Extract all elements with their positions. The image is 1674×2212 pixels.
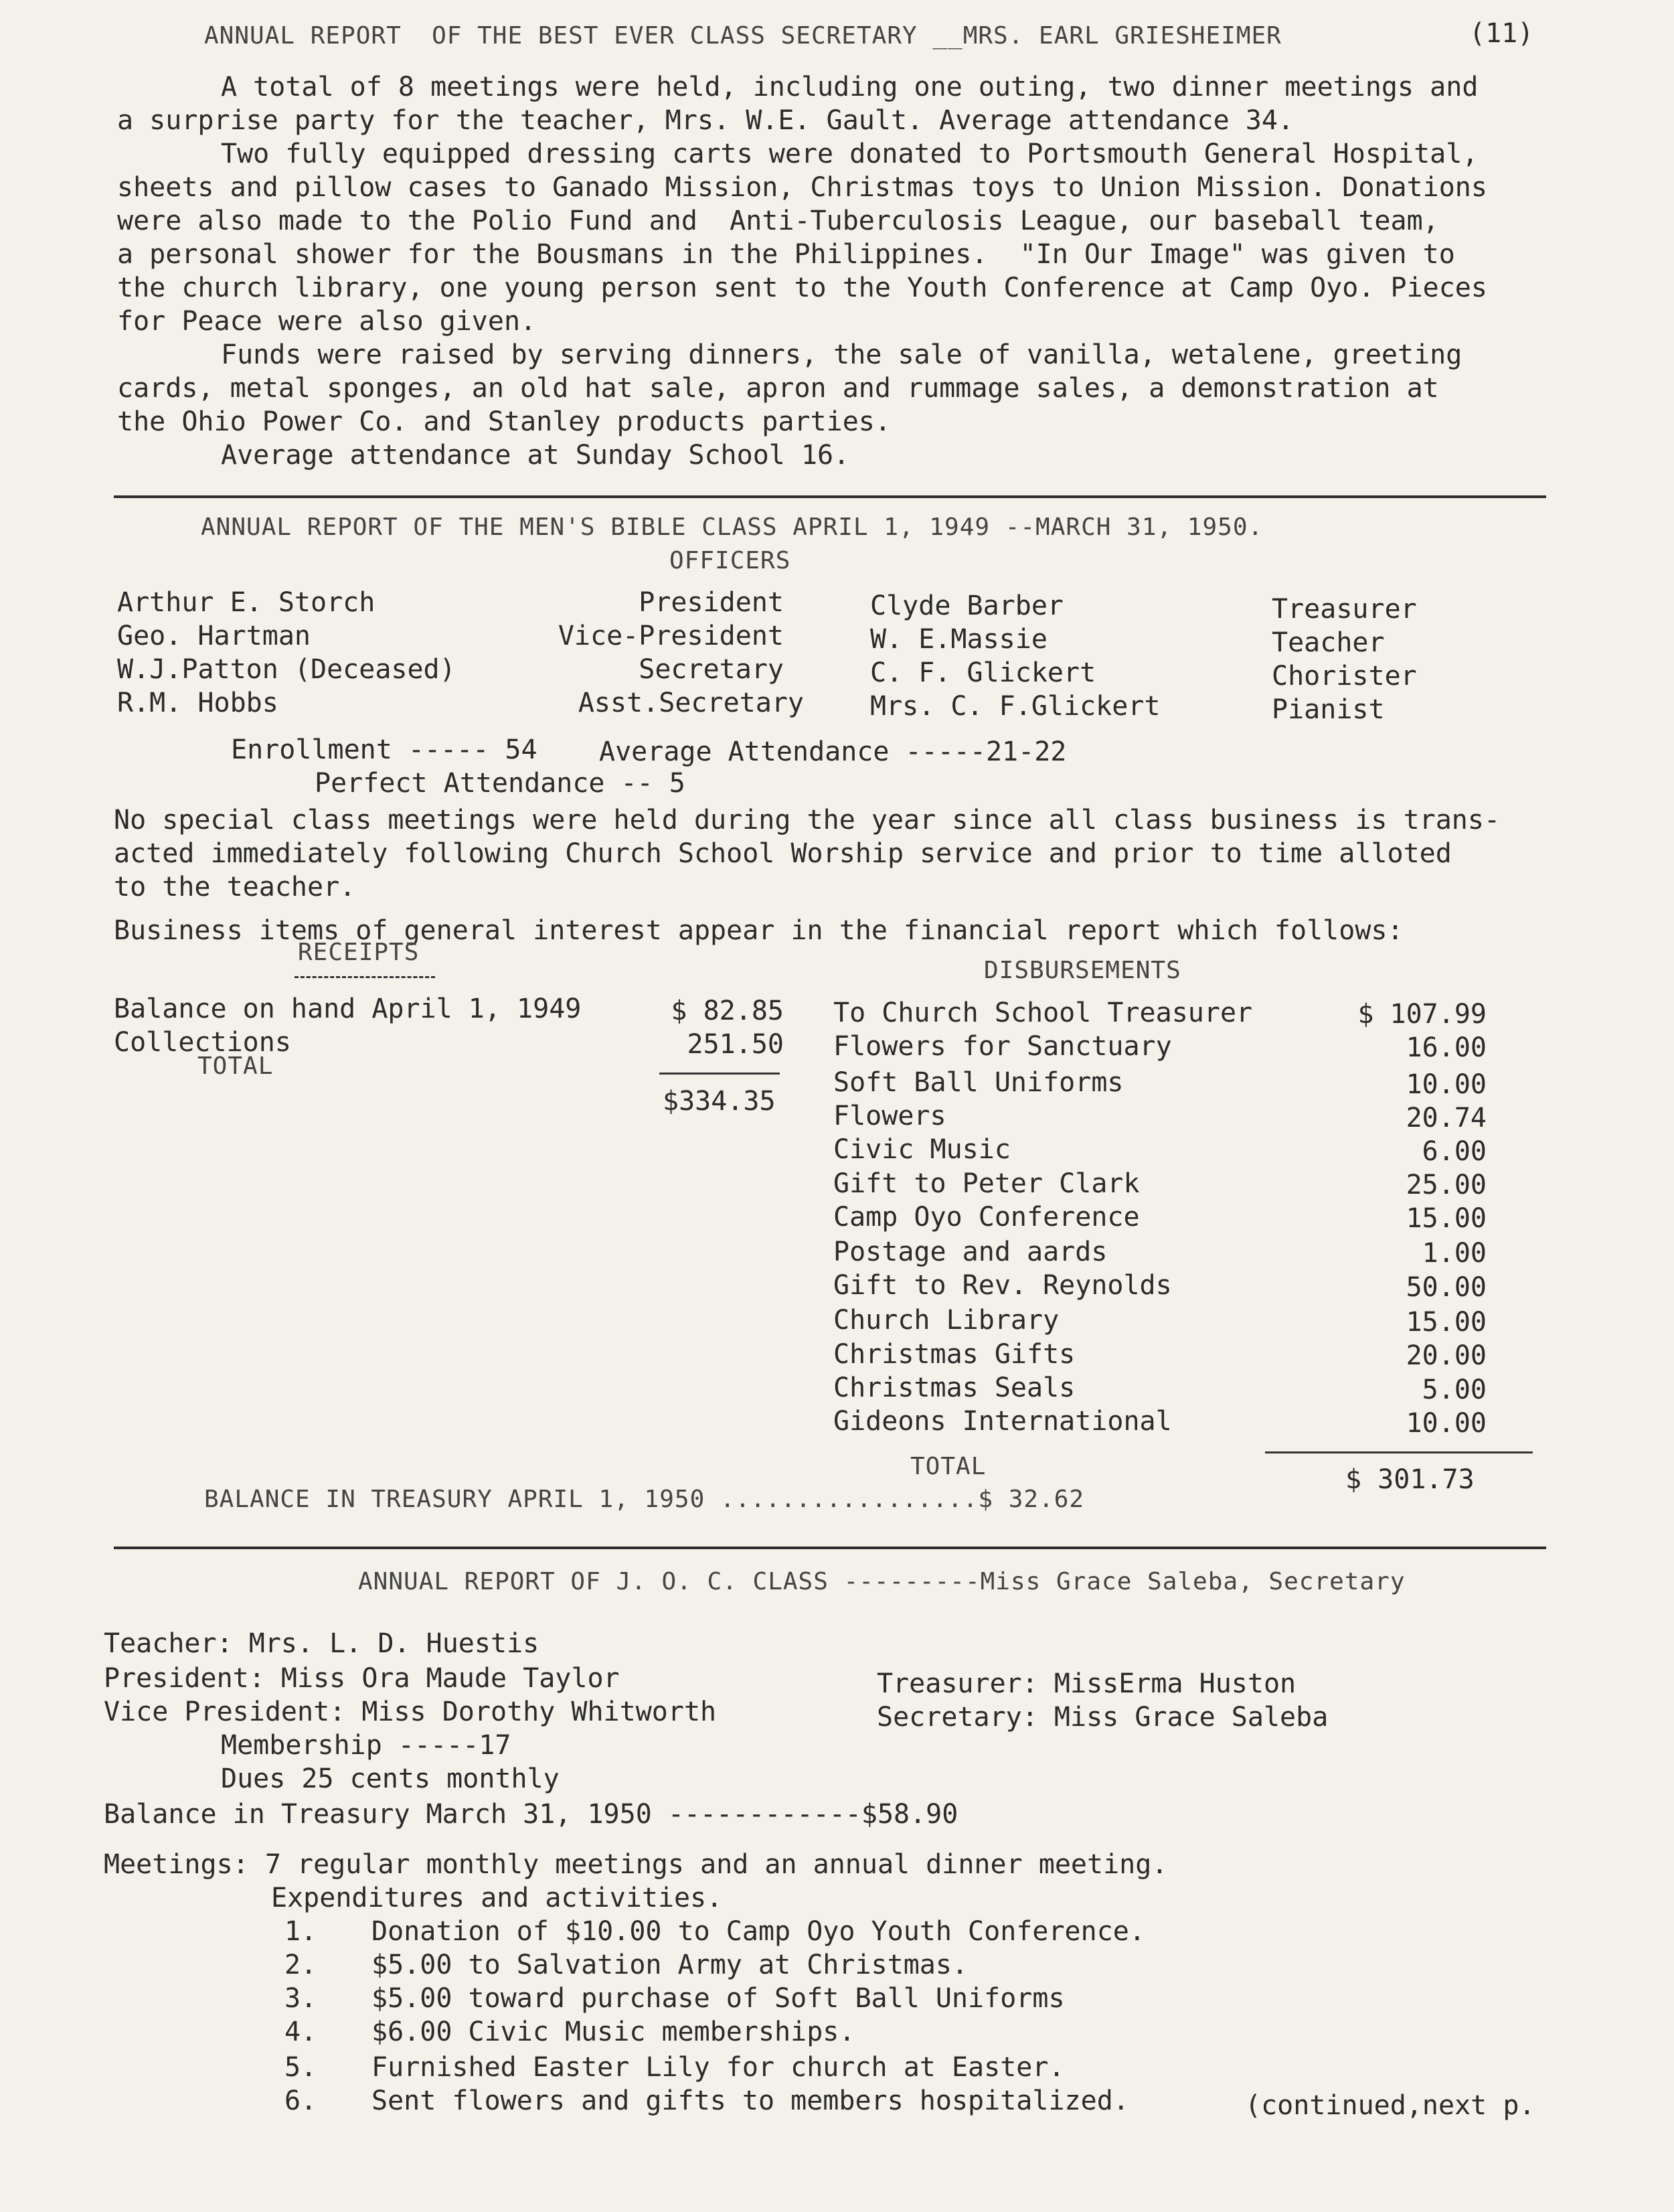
activity-number: 4. [284,2017,317,2047]
disbursement-amount: 50.00 [1406,1272,1487,1303]
notes-line: Business items of general interest appear in the financial report which follows: [114,915,1404,946]
officer-name: R.M. Hobbs [117,688,278,718]
joc-class-title: ANNUAL REPORT OF J. O. C. CLASS ---------Miss Grace Saleba, Secretary [358,1568,1406,1595]
disbursement-label: Camp Oyo Conference [833,1202,1140,1233]
officers-heading: OFFICERS [669,547,791,574]
disbursement-amount: 25.00 [1406,1170,1487,1200]
officer-role: Secretary [639,654,784,685]
disbursement-label: Civic Music [833,1134,1011,1165]
receipts-total-rule [659,1073,780,1075]
officer-name: Mrs. C. F.Glickert [870,691,1161,722]
disbursement-label: Postage and aards [833,1237,1108,1267]
activity-text: $5.00 to Salvation Army at Christmas. [371,1950,969,1980]
receipt-amount: $ 82.85 [671,996,784,1026]
activity-number: 6. [284,2085,317,2116]
activity-number: 5. [284,2052,317,2083]
joc-treasurer: Treasurer: MissErma Huston [877,1668,1296,1699]
disbursement-amount: 16.00 [1406,1032,1487,1063]
disbursement-label: Flowers [833,1101,946,1131]
activity-text: Donation of $10.00 to Camp Oyo Youth Conference. [371,1916,1145,1947]
officer-role: Vice-President [558,621,784,651]
officer-name: W.J.Patton (Deceased) [117,654,456,685]
officer-role: Teacher [1272,627,1385,658]
officer-name: Geo. Hartman [117,621,311,651]
expenditures-heading: Expenditures and activities. [271,1883,723,1913]
officer-name: Arthur E. Storch [117,587,375,618]
paragraph-line: Funds were raised by serving dinners, the sale of vanilla, wetalene, greeting [221,339,1462,370]
officer-role: Asst.Secretary [578,688,804,718]
activity-text: Furnished Easter Lily for church at Easter. [371,2052,1065,2083]
disbursement-label: Gift to Rev. Reynolds [833,1270,1172,1301]
disbursement-amount: 5.00 [1422,1374,1487,1405]
activity-number: 1. [284,1916,317,1947]
notes-line: to the teacher. [114,872,356,902]
activity-text: Sent flowers and gifts to members hospitalized. [371,2085,1129,2116]
joc-balance: Balance in Treasury March 31, 1950 ------------$58.90 [104,1799,958,1830]
receipt-amount: 251.50 [687,1029,784,1060]
officer-role: Chorister [1272,661,1417,692]
disbursement-label: Church Library [833,1305,1060,1336]
joc-vice-president: Vice President: Miss Dorothy Whitworth [104,1696,717,1727]
disbursement-amount: 10.00 [1406,1069,1487,1100]
joc-dues: Dues 25 cents monthly [221,1763,560,1794]
notes-line: No special class meetings were held during the year since all class business is trans- [114,805,1501,836]
disbursement-label: Christmas Gifts [833,1339,1076,1370]
section-divider [114,1547,1546,1549]
receipt-label: Collections [114,1027,291,1058]
page-number: (11) [1469,18,1534,49]
joc-secretary: Secretary: Miss Grace Saleba [877,1702,1329,1733]
paragraph-line: a personal shower for the Bousmans in the Philippines. "In Our Image" was given to [117,239,1455,270]
paragraph-line: were also made to the Polio Fund and Anti-Tuberculosis League, our baseball team, [117,206,1439,236]
continued-note: (continued,next p. [1245,2090,1535,2121]
mens-bible-class-title: ANNUAL REPORT OF THE MEN'S BIBLE CLASS APRIL 1, 1949 --MARCH 31, 1950. [201,514,1264,541]
disbursements-total-label: TOTAL [910,1453,987,1480]
disbursement-amount: 15.00 [1406,1307,1487,1338]
disbursements-total-rule [1265,1451,1533,1453]
receipt-label: Balance on hand April 1, 1949 [114,994,582,1024]
officer-role: President [639,587,784,618]
joc-president: President: Miss Ora Maude Taylor [104,1663,620,1694]
disbursement-amount: 1.00 [1422,1238,1487,1269]
disbursement-label: Soft Ball Uniforms [833,1067,1124,1098]
paragraph-line: a surprise party for the teacher, Mrs. W.E. Gault. Average attendance 34. [117,105,1294,136]
receipts-underline [295,976,435,978]
officer-role: Pianist [1272,694,1385,725]
paragraph-line: Two fully equipped dressing carts were donated to Portsmouth General Hospital, [221,139,1479,169]
paragraph-line: for Peace were also given. [117,306,537,337]
paragraph-line: Average attendance at Sunday School 16. [221,440,850,471]
activity-number: 3. [284,1983,317,2014]
disbursement-label: Flowers for Sanctuary [833,1031,1172,1062]
activity-number: 2. [284,1950,317,1980]
paragraph-line: A total of 8 meetings were held, including one outing, two dinner meetings and [221,72,1479,102]
disbursement-label: Gideons International [833,1406,1172,1437]
disbursement-amount: 10.00 [1406,1408,1487,1439]
activity-text: $6.00 Civic Music memberships. [371,2017,855,2047]
disbursement-label: Christmas Seals [833,1372,1076,1403]
disbursement-amount: $ 107.99 [1357,999,1487,1030]
receipts-total-label: TOTAL [197,1052,274,1080]
enrollment: Enrollment ----- 54 [231,734,537,765]
disbursement-amount: 6.00 [1422,1136,1487,1167]
disbursement-amount: 15.00 [1406,1203,1487,1234]
disbursements-total: $ 301.73 [1345,1464,1475,1495]
paragraph-line: the church library, one young person sent to the Youth Conference at Camp Oyo. Pieces [117,272,1487,303]
perfect-attendance: Perfect Attendance -- 5 [315,768,685,799]
paragraph-line: the Ohio Power Co. and Stanley products parties. [117,406,891,437]
disbursement-label: To Church School Treasurer [833,998,1253,1028]
receipts-heading: RECEIPTS [298,939,420,966]
joc-membership: Membership -----17 [221,1730,511,1761]
notes-line: acted immediately following Church School Worship service and prior to time alloted [114,838,1452,869]
disbursement-amount: 20.74 [1406,1103,1487,1133]
joc-teacher: Teacher: Mrs. L. D. Huestis [104,1628,539,1659]
receipts-total: $334.35 [663,1086,776,1117]
officer-name: Clyde Barber [870,590,1064,621]
officer-role: Treasurer [1272,594,1417,625]
officer-name: W. E.Massie [870,624,1048,655]
section-divider [114,495,1546,498]
disbursements-heading: DISBURSEMENTS [984,957,1181,984]
average-attendance: Average Attendance -----21-22 [599,736,1067,767]
officer-name: C. F. Glickert [870,657,1096,688]
disbursement-amount: 20.00 [1406,1340,1487,1371]
paragraph-line: cards, metal sponges, an old hat sale, apron and rummage sales, a demonstration at [117,373,1439,404]
best-ever-class-title: ANNUAL REPORT OF THE BEST EVER CLASS SECRETARY __MRS. EARL GRIESHEIMER [204,22,1282,50]
disbursement-label: Gift to Peter Clark [833,1168,1140,1199]
joc-meetings: Meetings: 7 regular monthly meetings and an annual dinner meeting. [104,1849,1168,1880]
activity-text: $5.00 toward purchase of Soft Ball Uniforms [371,1983,1065,2014]
paragraph-line: sheets and pillow cases to Ganado Mission, Christmas toys to Union Mission. Donations [117,172,1487,203]
balance-in-treasury: BALANCE IN TREASURY APRIL 1, 1950 .................$ 32.62 [204,1486,1085,1513]
